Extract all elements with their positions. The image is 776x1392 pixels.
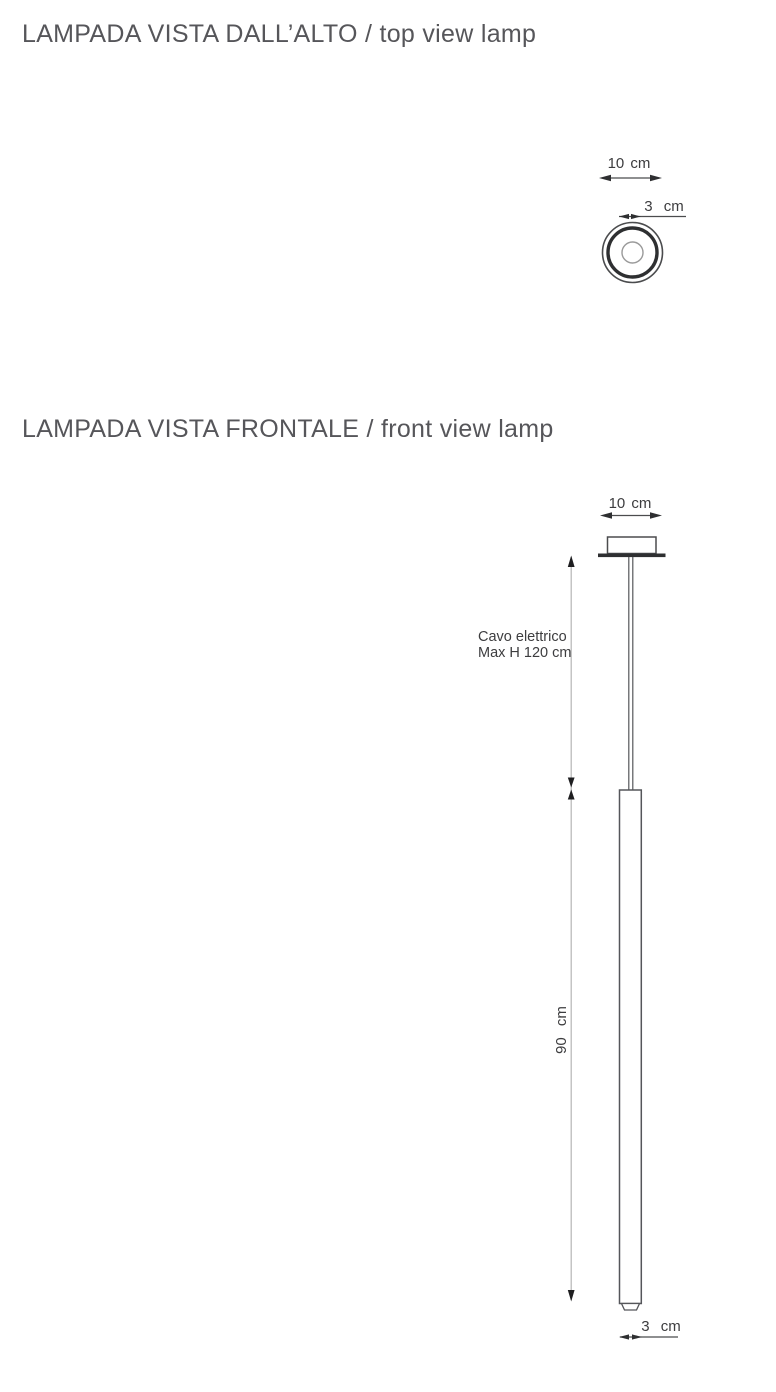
height-dimension xyxy=(568,556,575,1302)
arrow-left-icon xyxy=(619,1334,629,1339)
front-view-3cm-label: 3 cm xyxy=(641,1318,681,1335)
top-view-10cm-dimension xyxy=(599,175,662,181)
arrow-right-icon xyxy=(650,512,662,518)
arrow-up-icon xyxy=(568,556,575,568)
cable-note-line1: Cavo elettrico xyxy=(478,629,567,645)
top-view-10cm-label: 10 cm xyxy=(607,155,651,172)
tube-end-cap xyxy=(622,1304,640,1311)
cable-note-line2: Max H 120 cm xyxy=(478,645,572,661)
cable-note xyxy=(478,629,588,661)
arrow-left-icon xyxy=(600,512,612,518)
front-view-title: LAMPADA VISTA FRONTALE / front view lamp xyxy=(22,415,554,443)
arrow-down-icon xyxy=(568,1290,575,1302)
front-view-3cm-dimension xyxy=(619,1334,678,1339)
canopy-plate xyxy=(598,554,666,558)
arrow-left-icon xyxy=(619,214,629,219)
arrow-down-mid-icon xyxy=(568,778,575,788)
arrow-left-icon xyxy=(599,175,611,181)
arrow-right-icon xyxy=(650,175,662,181)
tube-height-label: 90 cm xyxy=(553,1006,570,1054)
top-view-3cm-label: 3 cm xyxy=(644,198,684,215)
front-view-10cm-dimension xyxy=(600,512,662,518)
canopy-body xyxy=(608,537,657,554)
top-view-drawing xyxy=(599,175,686,283)
top-view-title: LAMPADA VISTA DALL’ALTO / top view lamp xyxy=(22,20,537,48)
arrow-up-mid-icon xyxy=(568,790,575,800)
arrow-right-icon xyxy=(632,1334,642,1339)
tube-ring-circle xyxy=(608,228,657,277)
tube-body xyxy=(620,790,642,1304)
cable-hole-circle xyxy=(622,242,643,263)
front-view-10cm-label: 10 cm xyxy=(608,495,652,512)
canopy-outline-circle xyxy=(603,223,663,283)
